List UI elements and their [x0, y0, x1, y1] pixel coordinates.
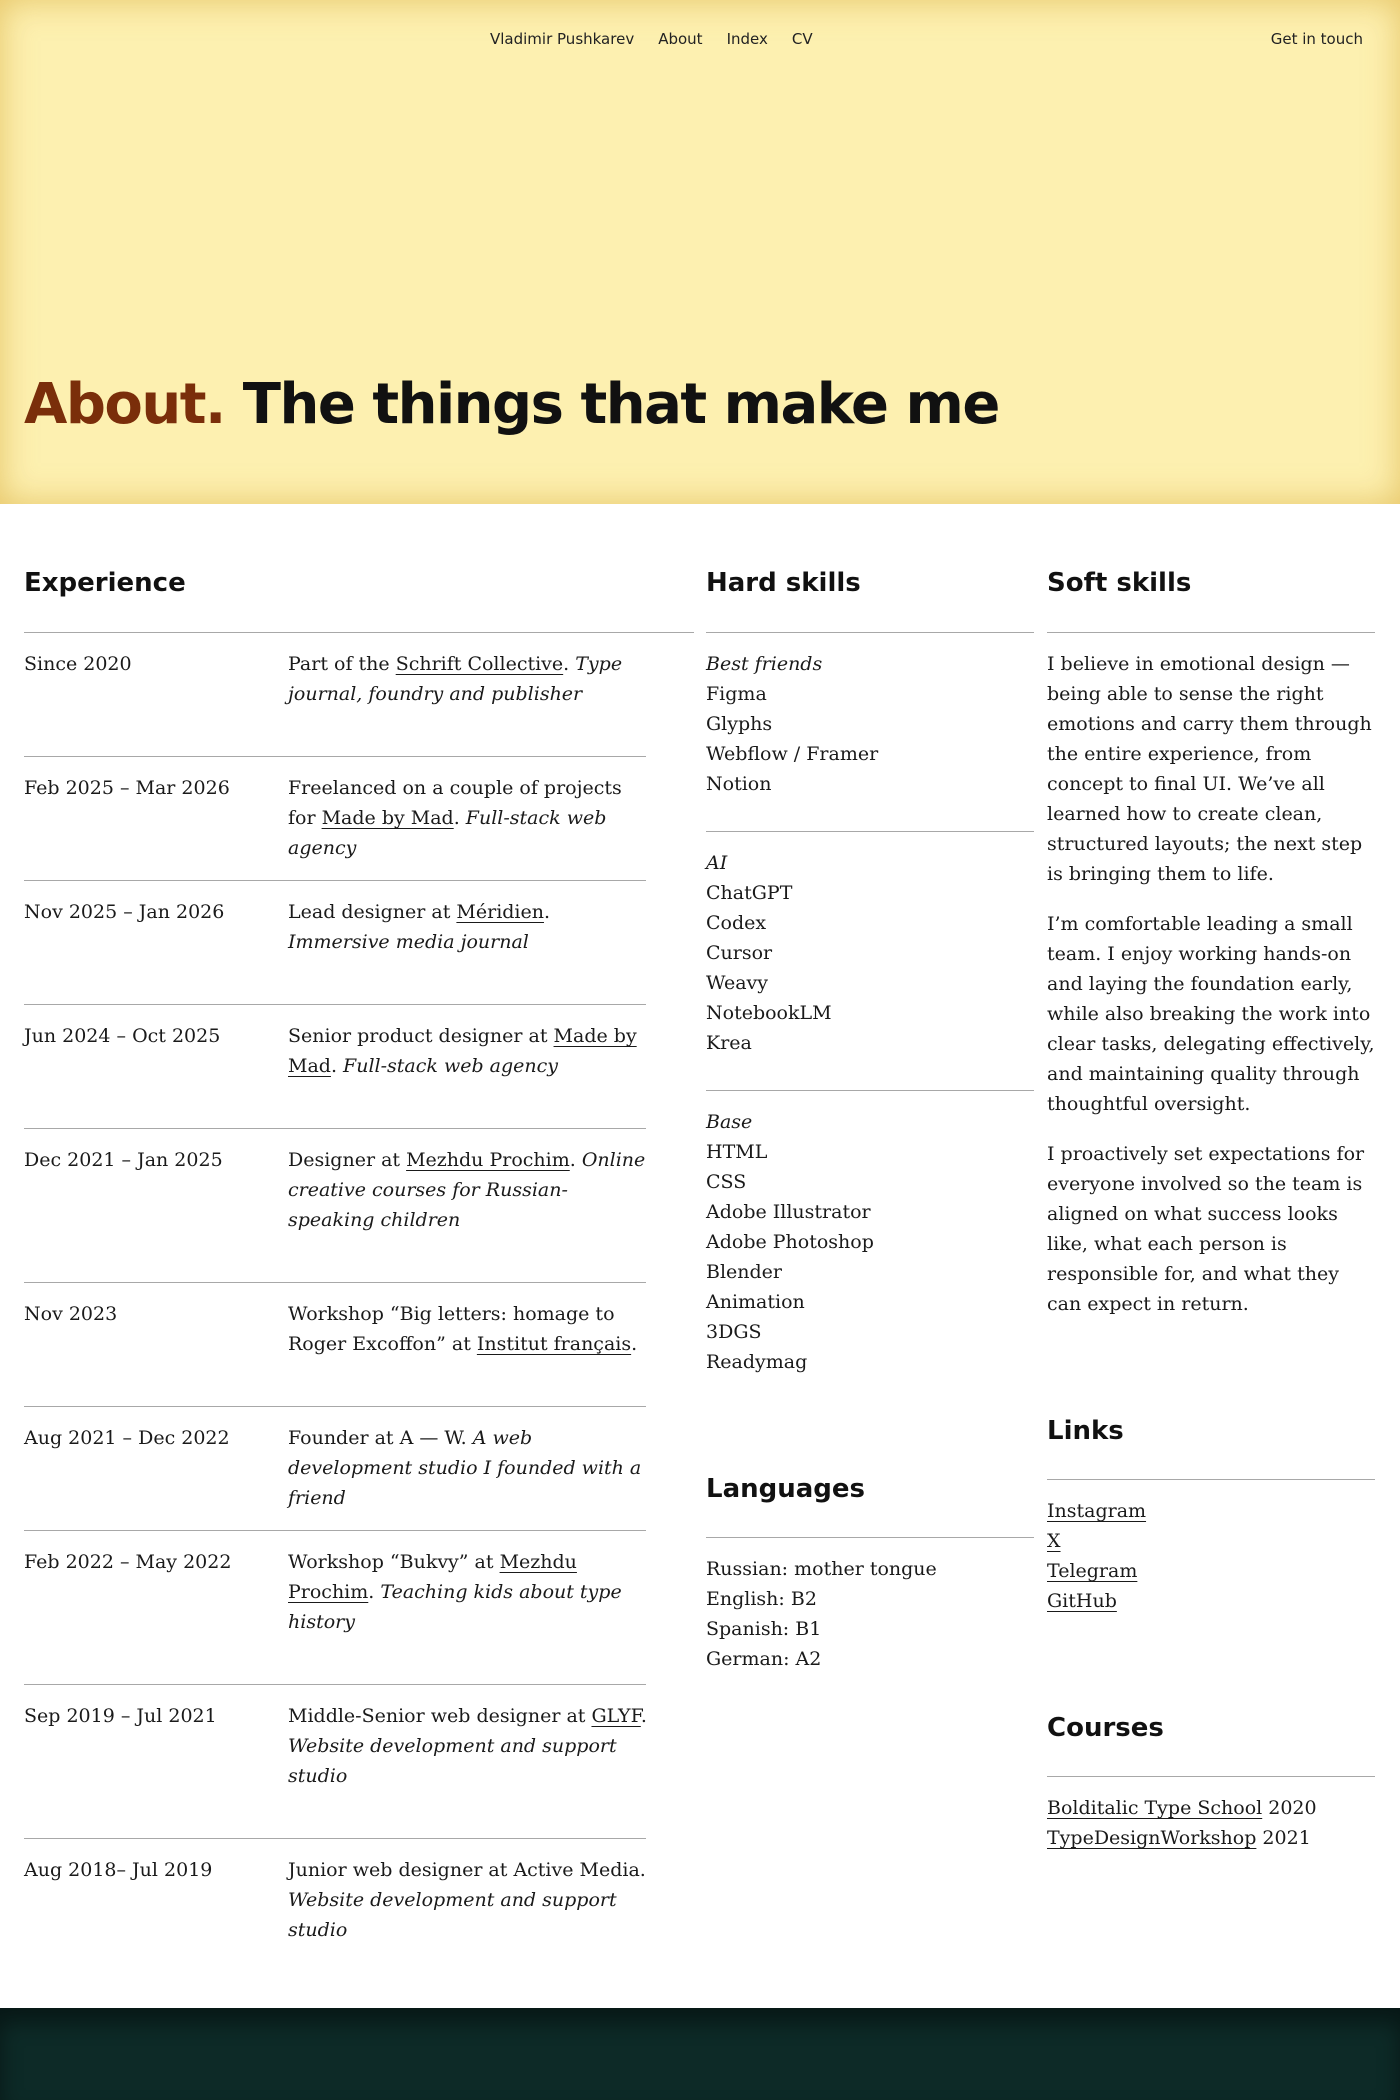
hard-skills-divider: [706, 1090, 1034, 1091]
nav-cv[interactable]: CV: [791, 30, 813, 48]
experience-date: Since 2020: [24, 653, 132, 675]
hard-skills-group-base: [706, 1107, 1034, 1377]
experience-note: Immersive media journal: [288, 931, 529, 953]
experience-company-link[interactable]: Mezhdu Prochim: [406, 1149, 570, 1171]
experience-divider: [24, 880, 646, 881]
experience-heading: Experience: [24, 568, 186, 598]
experience-note: Teaching kids about type history: [288, 1581, 622, 1633]
experience-description: [288, 1547, 648, 1637]
experience-company-link[interactable]: Institut français: [476, 1333, 632, 1355]
link-x[interactable]: X: [1047, 1530, 1061, 1552]
hard-skills-heading: Hard skills: [706, 568, 861, 598]
course-year: 2021: [1256, 1827, 1311, 1849]
experience-role: Founder at A — W.: [288, 1427, 473, 1449]
soft-skills-paragraph: I believe in emotional design — being able to sense the right emotions and carry them through the entire experience, from concept to final UI. We’ve all learned how to create clean, structured layouts; the next step is bringing them to life.: [1047, 653, 1372, 885]
skill-item: Webflow / Framer: [706, 743, 879, 765]
skill-item: Cursor: [706, 942, 773, 964]
course-item: [1047, 1823, 1375, 1853]
get-in-touch-link[interactable]: Get in touch: [1270, 30, 1363, 48]
experience-company-link[interactable]: Schrift Collective: [395, 653, 564, 675]
experience-role: Workshop “Bukvy” at: [288, 1551, 500, 1573]
experience-description: [288, 773, 648, 863]
experience-note: Full-stack web agency: [343, 1055, 559, 1077]
experience-role: Junior web designer at Active Media.: [288, 1859, 646, 1881]
experience-company-link[interactable]: Mezhdu Prochim: [288, 1551, 577, 1603]
hard-skills-rule: [706, 632, 1034, 633]
language-item: English: B2: [706, 1588, 817, 1610]
footer: [0, 2008, 1400, 2100]
experience-note: Full-stack web agency: [288, 807, 607, 859]
experience-separator: .: [631, 1333, 638, 1355]
skill-item: Readymag: [706, 1351, 808, 1373]
experience-note: Online creative courses for Russian-speaking children: [288, 1149, 646, 1231]
soft-skills-heading: Soft skills: [1047, 568, 1192, 598]
experience-role: Part of the: [288, 653, 396, 675]
experience-company-link[interactable]: Made by Mad: [288, 1025, 637, 1077]
course-link[interactable]: TypeDesignWorkshop: [1047, 1827, 1257, 1849]
experience-note: A web development studio I founded with a friend: [288, 1427, 642, 1509]
experience-divider: [24, 1838, 646, 1839]
experience-divider: [24, 756, 646, 757]
soft-skills-rule: [1047, 632, 1375, 633]
experience-role: Designer at: [288, 1149, 407, 1171]
experience-date: Nov 2025 – Jan 2026: [24, 901, 225, 923]
experience-separator: .: [543, 901, 551, 923]
hard-skills-group-best-friends: [706, 649, 1034, 799]
experience-date: Nov 2023: [24, 1303, 118, 1325]
link-instagram[interactable]: Instagram: [1047, 1500, 1147, 1522]
experience-date: Aug 2018– Jul 2019: [24, 1859, 213, 1881]
experience-description: [288, 1021, 648, 1081]
hero-section: [0, 0, 1400, 504]
experience-role: Workshop “Big letters: homage to Roger Excoffon” at: [288, 1303, 615, 1355]
experience-company-link[interactable]: Made by Mad: [321, 807, 454, 829]
experience-role: Lead designer at: [288, 901, 457, 923]
language-item: Spanish: B1: [706, 1618, 822, 1640]
experience-note: Website development and support studio: [288, 1889, 617, 1941]
page-title-text: The things that make me: [224, 372, 999, 437]
link-github[interactable]: GitHub: [1047, 1590, 1117, 1612]
experience-separator: .: [368, 1581, 381, 1603]
soft-skills-text: [1047, 649, 1377, 1339]
experience-separator: .: [453, 807, 466, 829]
experience-date: Jun 2024 – Oct 2025: [24, 1025, 221, 1047]
experience-divider: [24, 1406, 646, 1407]
experience-role: Middle-Senior web designer at: [288, 1705, 592, 1727]
skill-item: ChatGPT: [706, 882, 793, 904]
experience-date: Dec 2021 – Jan 2025: [24, 1149, 223, 1171]
experience-rule: [24, 632, 694, 633]
experience-separator: .: [563, 653, 576, 675]
language-item: Russian: mother tongue: [706, 1558, 937, 1580]
course-link[interactable]: Bolditalic Type School: [1047, 1797, 1263, 1819]
experience-description: [288, 1701, 648, 1791]
courses-list: [1047, 1793, 1375, 1853]
soft-skills-paragraph: I proactively set expectations for everyone involved so the team is aligned on what success looks like, what each person is responsible for, and what they can expect in return.: [1047, 1143, 1365, 1315]
nav-links: [490, 30, 813, 48]
skill-group-label: Best friends: [706, 653, 823, 675]
link-telegram[interactable]: Telegram: [1047, 1560, 1138, 1582]
experience-note: Website development and support studio: [288, 1735, 617, 1787]
skill-item: CSS: [706, 1171, 747, 1193]
experience-separator: .: [569, 1149, 582, 1171]
skill-item: Glyphs: [706, 713, 773, 735]
experience-date: Sep 2019 – Jul 2021: [24, 1705, 217, 1727]
skill-group-label: Base: [706, 1111, 753, 1133]
links-list: [1047, 1496, 1375, 1616]
experience-role: Freelanced on a couple of projects for: [288, 777, 622, 829]
experience-company-link[interactable]: GLYF: [591, 1705, 641, 1727]
languages-rule: [706, 1537, 1034, 1538]
skill-item: 3DGS: [706, 1321, 762, 1343]
languages-heading: Languages: [706, 1474, 866, 1504]
page-title: [24, 372, 999, 437]
page-title-accent: About.: [24, 372, 225, 437]
skill-item: Notion: [706, 773, 772, 795]
experience-date: Aug 2021 – Dec 2022: [24, 1427, 230, 1449]
nav-about[interactable]: About: [658, 30, 703, 48]
course-year: 2020: [1262, 1797, 1317, 1819]
nav-home-name[interactable]: Vladimir Pushkarev: [490, 30, 635, 48]
nav-index[interactable]: Index: [726, 30, 768, 48]
experience-separator: .: [640, 1705, 647, 1727]
experience-description: [288, 649, 648, 709]
skill-group-label: AI: [706, 852, 728, 874]
languages-list: [706, 1554, 1034, 1674]
experience-divider: [24, 1684, 646, 1685]
experience-description: [288, 1299, 648, 1359]
experience-date: Feb 2025 – Mar 2026: [24, 777, 230, 799]
experience-role: Senior product designer at: [288, 1025, 554, 1047]
hard-skills-group-ai: [706, 848, 1034, 1058]
courses-rule: [1047, 1776, 1375, 1777]
experience-company-link[interactable]: Méridien: [456, 901, 544, 923]
experience-note: Type journal, foundry and publisher: [288, 653, 623, 705]
skill-item: HTML: [706, 1141, 768, 1163]
skill-item: Adobe Illustrator: [706, 1201, 871, 1223]
experience-description: [288, 897, 648, 957]
courses-heading: Courses: [1047, 1713, 1164, 1743]
experience-description: [288, 1423, 648, 1513]
skill-item: Adobe Photoshop: [706, 1231, 874, 1253]
soft-skills-paragraph: I’m comfortable leading a small team. I enjoy working hands-on and laying the foundation early, while also breaking the work into clear tasks, delegating effectively, and maintaining quality through thoughtful oversight.: [1047, 913, 1375, 1115]
skill-item: Weavy: [706, 972, 769, 994]
experience-description: [288, 1855, 648, 1945]
experience-divider: [24, 1128, 646, 1129]
skill-item: Blender: [706, 1261, 783, 1283]
skill-item: Codex: [706, 912, 767, 934]
experience-separator: .: [330, 1055, 344, 1077]
skill-item: Krea: [706, 1032, 752, 1054]
experience-divider: [24, 1004, 646, 1005]
language-item: German: A2: [706, 1648, 822, 1670]
skill-item: NotebookLM: [706, 1002, 832, 1024]
top-navigation: [0, 30, 1400, 54]
experience-divider: [24, 1530, 646, 1531]
hard-skills-divider: [706, 831, 1034, 832]
experience-divider: [24, 1282, 646, 1283]
links-rule: [1047, 1479, 1375, 1480]
links-heading: Links: [1047, 1416, 1124, 1446]
skill-item: Animation: [706, 1291, 805, 1313]
experience-description: [288, 1145, 648, 1235]
course-item: [1047, 1793, 1375, 1823]
experience-date: Feb 2022 – May 2022: [24, 1551, 232, 1573]
skill-item: Figma: [706, 683, 767, 705]
